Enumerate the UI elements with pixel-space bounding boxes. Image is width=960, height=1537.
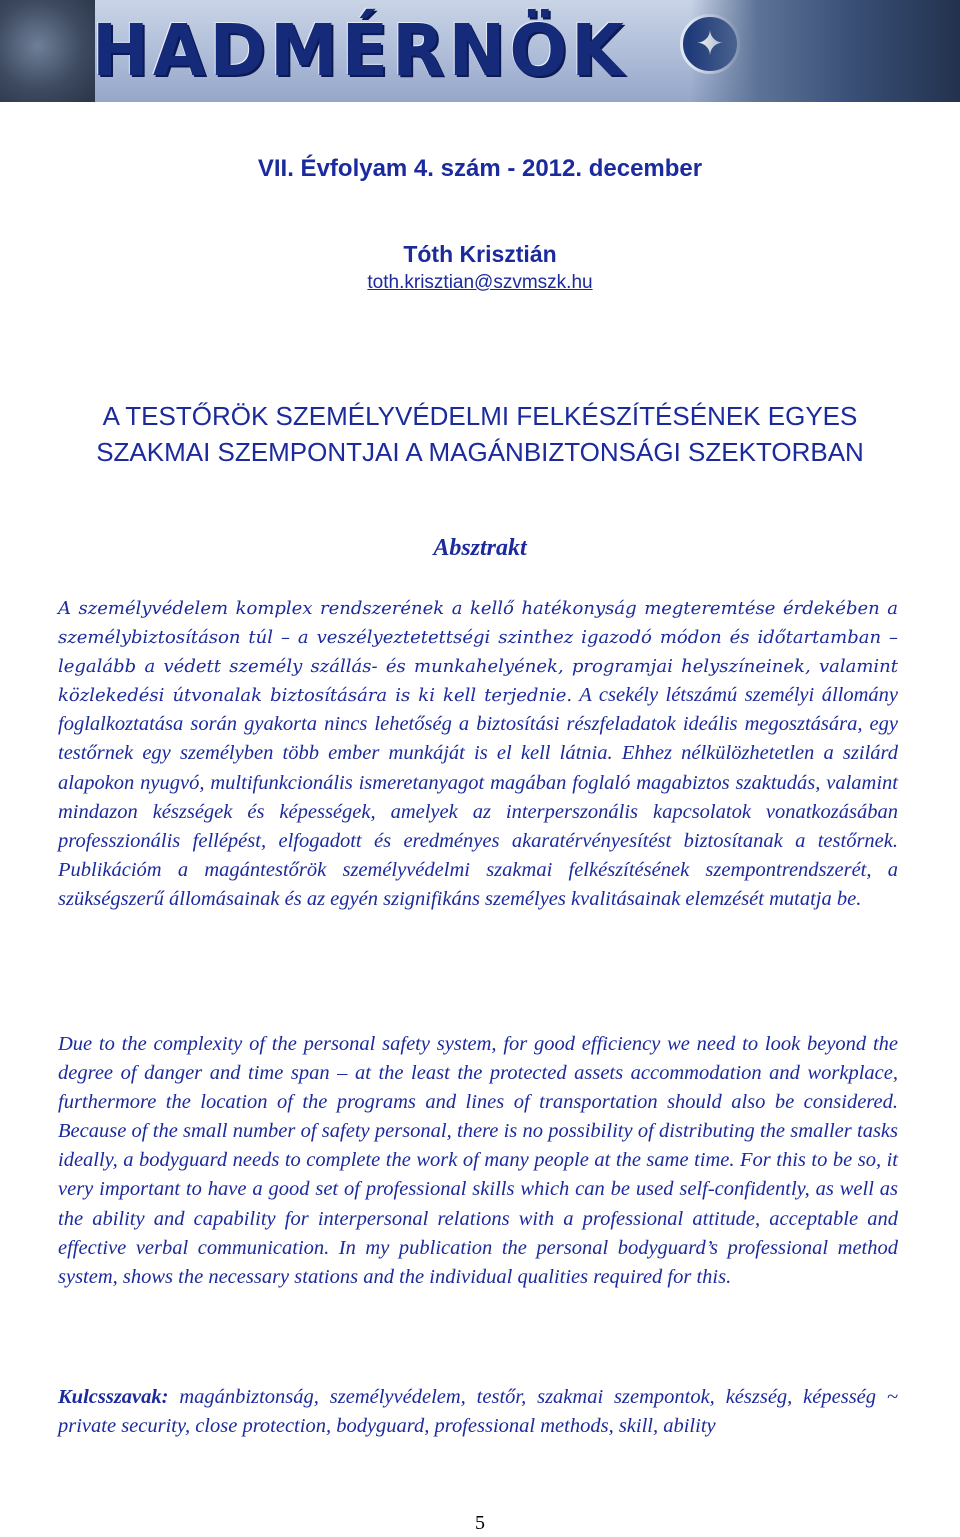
author-email-link[interactable]: toth.krisztian@szvmszk.hu (367, 272, 593, 293)
keywords-text: magánbiztonság, személyvédelem, testőr, szakmai szempontok, készség, képesség ~ private security, close protection, bodyguard, professional methods, skill, ability (58, 1386, 898, 1438)
banner-right-artwork (690, 0, 960, 102)
journal-banner (0, 0, 960, 102)
abstract-hungarian-part-1: A személyvédelem komplex rendszerének a kellő hatékonyság megteremtése érdekében a személybiztosításon túl – a veszélyeztetettségi szinthez igazodó módon és időtartamban – legalább a védett személy szállás- és munkahelyének, programjai helyszíneinek, valamint közlekedési útvonalak biztosítására is ki kell terjednie. (58, 598, 898, 707)
banner-left-artwork (0, 0, 95, 102)
paper-title (0, 398, 960, 470)
author-name: Tóth Krisztián (403, 241, 557, 267)
keywords (58, 1383, 898, 1441)
paper-title-line-2: SZAKMAI SZEMPONTJAI A MAGÁNBIZTONSÁGI SZEKTORBAN (96, 437, 864, 467)
abstract-heading: Absztrakt (433, 535, 527, 561)
journal-logo: HADMÉRNÖK (92, 10, 628, 93)
abstract-hungarian (58, 594, 898, 914)
paper-title-line-1: A TESTŐRÖK SZEMÉLYVÉDELMI FELKÉSZÍTÉSÉNEK EGYES (102, 401, 858, 431)
page-number: 5 (475, 1512, 485, 1534)
issue-line: VII. Évfolyam 4. szám - 2012. december (257, 155, 703, 182)
abstract-english: Due to the complexity of the personal safety system, for good efficiency we need to look beyond the degree of danger and time span – at the least the protected assets accommodation and workplace, furthermore the location of the programs and lines of transportation should also be considered. Because of the small number of safety personal, there is no possibility of distributing the smaller tasks ideally, a bodyguard needs to complete the work of many people at the same time. For this to be so, it very important to have a good set of professional skills which can be used self-confidently, as well as the ability and capability for interpersonal relations with a professional attitude, acceptable and effective verbal communication. In my publication the personal bodyguard’s professional method system, shows the necessary stations and the individual qualities required for this. (58, 1033, 898, 1288)
keywords-label: Kulcsszavak: (58, 1386, 169, 1408)
abstract-hungarian-part-2: A csekély létszámú személyi állomány foglalkoztatása során gyakorta nincs lehetőség a biztosítási részfeladatok ideális megosztására, egy testőrnek egy személyben több ember munkáját is el kell látnia. Ehhez nélkülözhetetlen a szilárd alapokon nyugvó, multifunkcionális ismeretanyagot magában foglaló magabiztos szaktudás, valamint mindazon készségek és képességek, amelyek az interperszonális kapcsolatok vonatkozásában professzionális fellépést, elfogadott és eredményes akaratérvényesítést biztosítanak a testőrnek. Publikációm a magántestőrök személyvédelmi szakmai felkészítésének szempontrendszerét, a szükségszerű állomásainak és az egyén szignifikáns személyes kvalitásainak elemzését mutatja be. (58, 684, 899, 910)
